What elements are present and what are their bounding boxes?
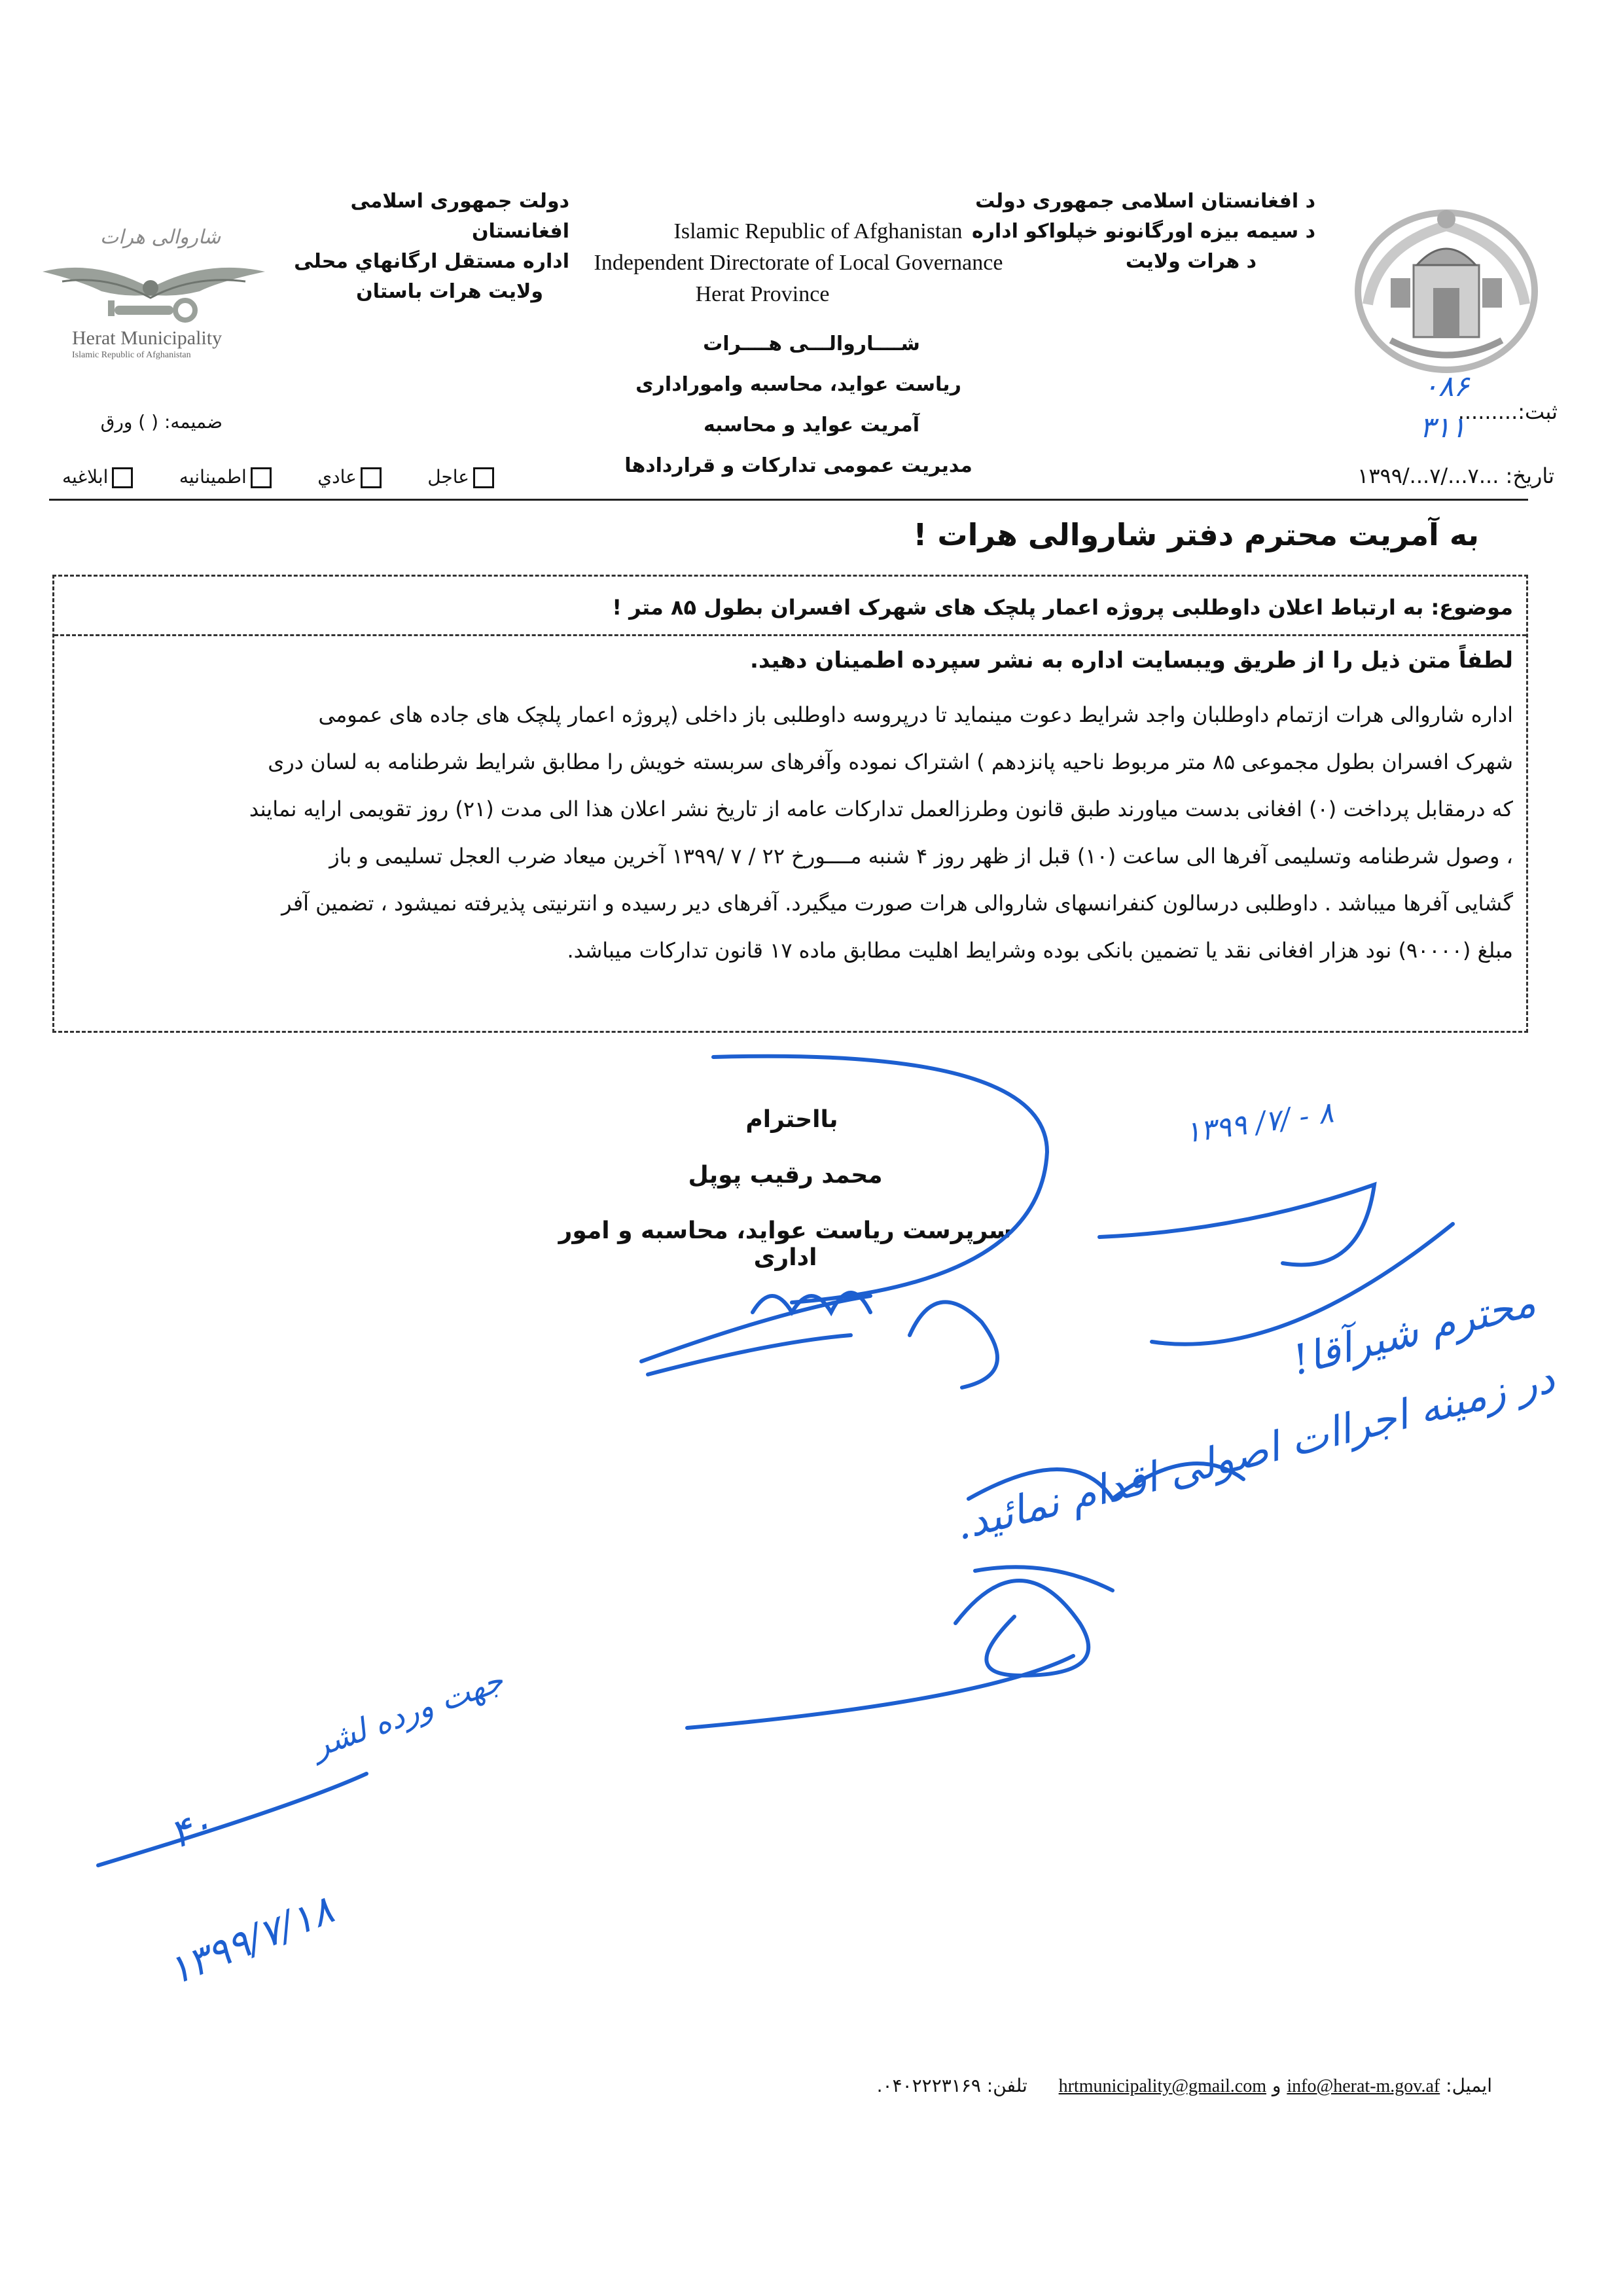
department-line-4: مدیریت عمومی تدارکات و قراردادها [624, 454, 972, 477]
side-number: ۴۰ [163, 1801, 219, 1858]
register-label: ثبت:......... [1457, 399, 1558, 424]
checkbox-confirmation-label: اطمینانیه [179, 466, 247, 488]
signer-name: محمد رقیب پوپل [688, 1162, 883, 1189]
letter-intro: لطفاً متن ذیل را از طریق ویبسایت اداره به نشر سپرده اطمینان دهید. [750, 647, 1513, 673]
herat-municipality-logo [36, 226, 272, 370]
pashto-line-1: د افغانستان اسلامی جمهوری دولت [975, 190, 1315, 213]
addressee: به آمریت محترم دفتر شاروالی هرات ! [913, 517, 1479, 552]
key-wings-icon [36, 252, 272, 331]
english-line-2: Independent Directorate of Local Governance [594, 251, 1003, 275]
body-line-6: مبلغ (۹۰۰۰۰) نود هزار افغانی نقد یا تضمین بانکی بوده وشرایط اهلیت مطابق ماده ۱۷ قانون تدارکات میباشد. [567, 938, 1513, 963]
phone-number: ۰۴۰۲۲۲۳۱۶۹. [876, 2075, 981, 2096]
afghanistan-emblem [1351, 206, 1541, 376]
dari-line-1: دولت جمهوری اسلامی افغانستان [350, 190, 569, 243]
register-number: ۰۸۶ [1423, 370, 1469, 403]
body-line-3: که درمقابل پرداخت (۰) افغانی بدست میاورند طبق قانون وطرزالعمل تدارکات عامه از تاریخ نشر اعلان هذا الی مدت (۲۱) روز تقویمی ارایه نمایند [249, 797, 1513, 821]
closing: بااحترام [745, 1106, 838, 1133]
logo-caption: شاروالی هرات [99, 226, 221, 249]
letter-subject: موضوع: به ارتباط اعلان داوطلبی پروژه اعمار پلچک های شهرک افسران بطول ۸۵ متر ! [612, 595, 1513, 620]
side-note: جهت ورده لشر [307, 1662, 508, 1765]
english-line-1: Islamic Republic of Afghanistan [673, 219, 963, 243]
body-line-2: شهرک افسران بطول مجموعی ۸۵ متر مربوط ناحیه پانزدهم ) اشتراک نموده وآفرهای سربسته خویش را مطابق شرایط شرطنامه به لسان دری [268, 749, 1513, 774]
checkbox-confirmation[interactable] [179, 466, 272, 488]
pashto-line-3: د هرات ولایت [1125, 250, 1257, 273]
phone-label: تلفن: [986, 2075, 1027, 2096]
checkbox-notice-box[interactable] [112, 467, 133, 488]
pashto-line-2: د سیمه بیزه اورگانونو خپلواکو اداره [971, 220, 1315, 243]
note-line-2: در زمینه اجراات اصولی اقدام نمائید. [950, 1354, 1560, 1550]
department-line-1: شــــاروالـــی هــــرات [703, 332, 920, 355]
header-divider [49, 499, 1528, 501]
email-and: و [1272, 2075, 1281, 2096]
english-line-3: Herat Province [695, 282, 830, 306]
body-line-5: گشایی آفرها میباشد . داوطلبی درسالون کنفرانسهای شاروالی هرات صورت میگیرد. آفرهای دیر رسیده و انترنیتی پذیرفته نمیشود ، تضمین آفر [281, 891, 1513, 916]
handwritten-note [921, 1263, 1563, 1566]
body-line-4: ، وصول شرطنامه وتسلیمی آفرها الی ساعت (۱۰) قبل از ظهر روز ۴ شنبه مــــورخ ۲۲ / ۷ /۱۳۹۹ آخرین میعاد ضرب العجل تسلیمی و باز [329, 844, 1513, 869]
attachment-label: ضمیمه: ( ) ورق [100, 411, 223, 433]
checkbox-normal[interactable] [317, 466, 382, 488]
letter-body [63, 691, 1513, 974]
checkbox-urgent-label: عاجل [427, 466, 469, 488]
note-line-1: محترم شیرآقا! [1287, 1278, 1541, 1385]
logo-name: Herat Municipality [72, 327, 223, 349]
checkbox-urgent[interactable] [427, 466, 494, 488]
header-english [530, 216, 1067, 310]
checkbox-notice-label: ابلاغیه [62, 466, 109, 488]
department-line-2: ریاست عواید، محاسبه وامورادارى [635, 373, 961, 396]
email-link-2[interactable]: hrtmunicipality@gmail.com [1058, 2076, 1266, 2096]
subject-divider [54, 634, 1526, 636]
header-dari [262, 187, 569, 307]
department-line-3: آمریت عواید و محاسبه [703, 414, 920, 437]
checkbox-normal-label: عادي [317, 466, 357, 488]
email-link-1[interactable]: info@herat-m.gov.af [1287, 2076, 1440, 2096]
side-date: ۱۳۹۹/۷/۱۸ [161, 1886, 340, 1995]
handwritten-date: ۱۳۹۹ /۷/ - ۸ [1183, 1096, 1336, 1150]
footer-contacts [681, 2075, 1492, 2097]
date-label: تاریخ: ...۷.../۷.../۱۳۹۹ [1357, 463, 1554, 488]
letter-box [52, 575, 1528, 1033]
checkbox-confirmation-box[interactable] [251, 467, 272, 488]
checkbox-normal-box[interactable] [361, 467, 382, 488]
dari-line-2: اداره مستقل ارگانهاي محلی [294, 250, 569, 273]
signer-title: سرپرست ریاست عواید، محاسبه و امور اداری [558, 1217, 1012, 1271]
checkbox-notice[interactable] [62, 466, 133, 488]
checkbox-urgent-box[interactable] [473, 467, 494, 488]
dari-line-3: ولایت هرات باستان [356, 280, 543, 303]
register-sub: ۳۱۱ [1419, 411, 1466, 444]
email-label: ایمیل: [1446, 2075, 1492, 2096]
body-line-1: اداره شاروالی هرات ازتمام داوطلبان واجد شرایط دعوت مینماید تا درپروسه داوطلبی باز داخلی (پروژه اعمار پلچک های جاده های عمومی [318, 702, 1513, 727]
department-block [615, 324, 982, 486]
logo-sub: Islamic Republic of Afghanistan [72, 350, 191, 360]
national-emblem-icon [1351, 206, 1541, 376]
priority-checkboxes [62, 466, 494, 488]
